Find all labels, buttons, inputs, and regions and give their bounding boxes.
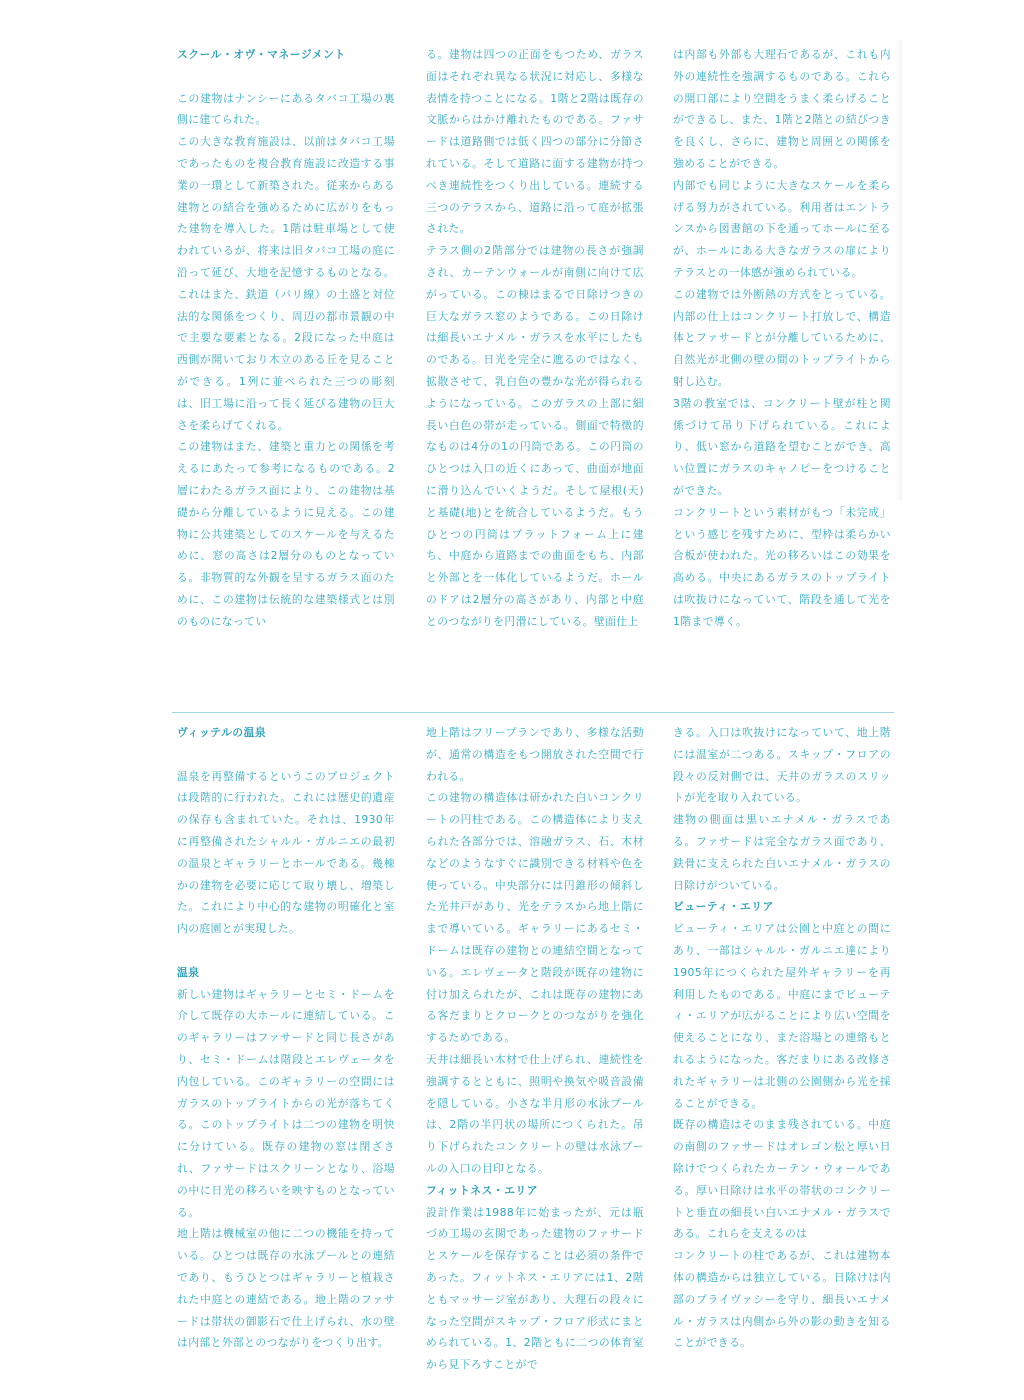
paragraph: 新しい建物はギャラリーとセミ・ドームを介して既存の大ホールに連結している。このギャラリーはファサードと同じ長さがあり、セミ・ドームは階段とエレヴェータを内包している。このギャラリーの空間にはガラスのトップライトからの光が落ちてくる。このトップライトは二つの建物を明快に分けている。既存の建物の窓は閉ざされ、ファサードはスクリーンとなり、浴場の中に日光の移ろいを映すものとなっている。 <box>177 987 395 1219</box>
top-column-3 <box>673 44 891 633</box>
article-heading: スクール・オヴ・マネージメント <box>177 48 346 61</box>
section-heading: 温泉 <box>177 965 200 979</box>
paragraph: ビューティ・エリアは公園と中庭との間にあり、一部はシャルル・ガルニエ達により1905年につくられた屋外ギャラリーを再利用したものである。中庭にまでビューティ・エリアが広がることにより広い空間を使えることになり、また浴場との連絡もとれるようになった。客だまりにある改修されたギャラリーは北側の公園側から光を採ることができる。 <box>673 922 891 1110</box>
top-column-2 <box>426 44 644 633</box>
paragraph: この建物では外断熱の方式をとっている。内部の仕上はコンクリート打放しで、構造体とファサードとが分離しているために、自然光が北側の壁の間のトップライトから射し込む。 <box>673 287 891 388</box>
paragraph: 天井は細長い木材で仕上げられ、連続性を強調するとともに、照明や換気や吸音設備を隠している。小さな半月形の水泳プールは、2階の半円状の場所につくられた。吊り下げられたコンクリートの壁は水泳プールの入口の目印となる。 <box>426 1052 644 1175</box>
top-column-1 <box>177 44 395 633</box>
paragraph: 温泉を再整備するというこのプロジェクトは段階的に行われた。これには歴史的遺産の保存も含まれていた。それは、1930年に再整備されたシャルル・ガルニエの最初の温泉とギャラリーとホールである。幾棟かの建物を必要に応じて取り壊し、増築した。これにより中心的な建物の明確化と室内の庭園とが実現した。 <box>177 769 395 936</box>
paragraph: この建物の構造体は研かれた白いコンクリートの円柱である。この構造体により支えられた各部分では、溶融ガラス、石、木材などのようなすぐに識別できる材料や色を使っている。中央部分には円錐形の傾斜した光井戸があり、光をテラスから地上階にまで導いている。ギャラリーにあるセミ・ドームは既存の建物との連結空間となっている。エレヴェータと階段が既存の建物に付け加えられたが、これは既存の建物にある客だまりとクロークとのつながりを強化するためである。 <box>426 791 644 1045</box>
paragraph: コンクリートの柱であるが、これは建物本体の構造からは独立している。日除けは内部のプライヴァシーを守り、細長いエナメル・ガラスは内側から外の影の動きを知ることができる。 <box>673 1249 891 1350</box>
paragraph: 設計作業は1988年に始まったが、元は瓶づめ工場の玄関であった建物のファサードとスケールを保存することは必須の条件であった。フィットネス・エリアには1、2階ともマッサージ室があり、大理石の段々になった空間がスキップ・フロア形式にまとめられている。1、2階ともに二つの体育室から見下ろすことがで <box>426 1205 644 1372</box>
paragraph: 建物の側面は黒いエナメル・ガラスである。ファサードは完全なガラス面であり、鉄骨に支えられた白いエナメル・ガラスの日除けがついている。 <box>673 813 891 892</box>
paragraph: この大きな教育施設は、以前はタバコ工場であったものを複合教育施設に改造する事業の一環として新築された。従来からある建物との結合を強めるために広がりをもった建物を導入した。1階は駐車場として使われているが、将来は旧タバコ工場の庭に沿って延び、大地を記憶するものとなる。これはまた、鉄道（パリ線）の土盛と対位法的な関係をつくり、周辺の都市景観の中で主要な要素となる。2段になった中庭は西側が開いており木立のある丘を見ることができる。1列に並べられた三つの彫刻は、旧工場に沿って長く延びる建物の巨大さを柔らげてくれる。 <box>177 135 395 432</box>
paragraph: 地上階は機械室の他に二つの機能を持っている。ひとつは既存の水泳プールとの連結であり、もうひとつはギャラリーと植栽された中庭との連結である。地上階のファサードは帯状の御影石で仕上げられ、水の壁は内部と外部とのつながりをつくり出す。 <box>177 1227 395 1350</box>
paragraph: この建物はナンシーにあるタバコ工場の裏側に建てられた。 <box>177 91 395 127</box>
paragraph: 地上階はフリープランであり、多様な活動が、通常の構造をもつ開放された空間で行われる。 <box>426 726 644 783</box>
bottom-column-2 <box>426 722 644 1376</box>
section-divider <box>172 712 894 713</box>
paragraph: は内部も外部も大理石であるが、これも内外の連続性を強調するものである。これらの開口部により空間をうまく柔らげることができるし、また、1階と2階との結びつきを良くし、さらに、建物と周囲との関係を強めることができる。 <box>673 48 891 170</box>
bottom-column-1 <box>177 722 395 1354</box>
paragraph: 既存の構造はそのまま残されている。中庭の南側のファサードはオレゴン松と厚い日除けでつくられたカーテン・ウォールである。厚い日除けは水平の帯状のコンクリートと垂直の細長い白いエナメル・ガラスである。これらを支えるのは <box>673 1118 891 1241</box>
paragraph: 内部でも同じように大きなスケールを柔らげる努力がされている。利用者はエントランスから図書館の下を通ってホールに至るが、ホールにある大きなガラスの扉によりテラスとの一体感が強められている。 <box>673 178 891 279</box>
article-heading: ヴィッテルの温泉 <box>177 726 267 739</box>
scan-shadow <box>896 40 902 500</box>
bottom-column-3 <box>673 722 891 1354</box>
paragraph: きる。入口は吹抜けになっていて、地上階には温室が二つある。スキップ・フロアの段々の反対側では、天井のガラスのスリットが光を取り入れている。 <box>673 726 891 805</box>
paragraph: この建物はまた、建築と重力との関係を考えるにあたって参考になるものである。2層にわたるガラス面により、この建物は基礎から分離しているように見える。この建物に公共建築としてのスケールを与えるために、窓の高さは2層分のものとなっている。非物質的な外観を呈するガラス面のために、この建物は伝統的な建築様式とは別のものになってい <box>177 440 395 628</box>
paragraph: る。建物は四つの正面をもつため、ガラス面はそれぞれ異なる状況に対応し、多様な表情を持つことになる。1階と2階は既存の文脈からはかけ離れたものである。ファサードは道路側では低く四つの部分に分節されている。そして道路に面する建物が持つべき連続性をつくり出している。連続する三つのテラスから、道路に沿って庭が拡張された。 <box>426 48 644 236</box>
section-heading: フィットネス・エリア <box>426 1183 538 1197</box>
paragraph: コンクリートという素材がもつ「未完成」という感じを残すために、型枠は柔らかい合板が使われた。光の移ろいはこの効果を高める。中央にあるガラスのトップライトは吹抜けになっていて、階段を通して光を1階まで導く。 <box>673 505 891 628</box>
section-heading: ビューティ・エリア <box>673 900 774 914</box>
paragraph: テラス側の2階部分では建物の長さが強調され、カーテンウォールが南側に向けて広がっている。この棟はまるで日除けつきの巨大なガラス窓のようである。この日除けは細長いエナメル・ガラスを水平にしたものである。日光を完全に遮るのではなく、拡散させて、乳白色の豊かな光が得られるようになっている。このガラスの上部に細長い白色の帯が走っている。側面で特徴的なものは4分の1の円筒である。この円筒のひとつは入口の近くにあって、曲面が地面に滑り込んでいくようだ。そして屋根(天)と基礎(地)とを統合しているようだ。もうひとつの円筒はプラットフォーム上に建ち、中庭から道路までの曲面をもち、内部と外部とを一体化しているようだ。ホールのドアは2層分の高さがあり、内部と中庭とのつながりを円滑にしている。壁面仕上 <box>426 244 644 628</box>
paragraph: 3階の教室では、コンクリート壁が柱と関係づけて吊り下げられている。これにより、低い窓から道路を望むことができ、高い位置にガラスのキャノピーをつけることができた。 <box>673 396 891 497</box>
